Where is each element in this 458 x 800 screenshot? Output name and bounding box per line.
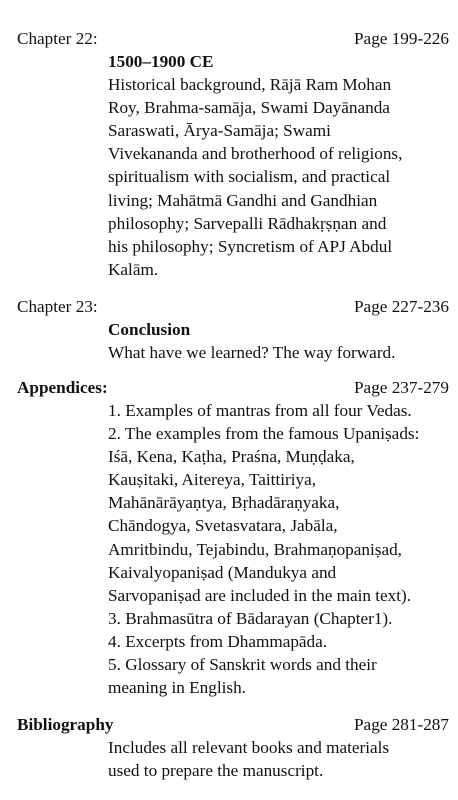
description-line: Saraswati, Ārya-Samāja; Swami [108,121,331,141]
description-line: Vivekananda and brotherhood of religions, [108,144,403,164]
chapter-22-label: Chapter 22: [17,29,98,48]
appendix-line: Kauṣitaki, Aitereya, Taittiriya, [108,470,317,490]
chapter-22-title: 1500–1900 CE [108,52,214,71]
chapter-23-entry [17,295,449,364]
description-line: Includes all relevant books and materials [108,738,390,757]
chapter-23-title: Conclusion [108,320,191,339]
chapter-23-label: Chapter 23: [17,297,98,316]
appendix-line: meaning in English. [108,678,246,698]
chapter-23-page-range: Page 227-236 [354,297,449,316]
appendices-page-range: Page 237-279 [354,378,449,397]
description-line: philosophy; Sarvepalli Rādhakṛṣṇan and [108,213,387,233]
appendices-body [108,399,450,699]
description-line: Roy, Brahma-samāja, Swami Dayānanda [108,98,390,118]
appendix-line: Iśā, Kena, Kaṭha, Praśna, Muṇḍaka, [108,447,355,467]
description-line: his philosophy; Syncretism of APJ Abdul [108,236,393,256]
description-line: spiritualism with socialism, and practical [108,167,391,187]
chapter-22-entry [17,27,449,281]
appendix-line: Kaivalyopaniṣad (Mandukya and [108,562,337,582]
bibliography-header [17,713,449,736]
appendix-line: 4. Excerpts from Dhammapāda. [108,631,328,651]
appendix-line: Amritbindu, Tejabindu, Brahmaṇopaniṣad, [108,539,402,559]
bibliography-page-range: Page 281-287 [354,715,449,734]
appendix-line: 3. Brahmasūtra of Bādarayan (Chapter1). [108,608,393,628]
chapter-22-description [108,73,450,281]
chapter-22-header [17,27,449,50]
description-line: Kalām. [108,259,159,279]
appendices-list [108,399,450,699]
bibliography-body [108,736,450,782]
chapter-23-header [17,295,449,318]
appendix-line: Sarvopaniṣad are included in the main text). [108,585,412,605]
description-line: used to prepare the manuscript. [108,761,324,781]
chapter-23-body [108,318,450,364]
appendix-line: 1. Examples of mantras from all four Vedas. [108,401,412,420]
bibliography-description [108,736,450,782]
description-line: What have we learned? The way forward. [108,343,396,363]
description-line: Historical background, Rājā Ram Mohan [108,75,392,95]
appendices-entry [17,376,449,699]
appendix-line: Mahānārāyaṇtya, Bṛhadāraṇyaka, [108,493,340,513]
chapter-22-body [108,50,450,281]
bibliography-entry [17,713,449,782]
chapter-22-page-range: Page 199-226 [354,29,449,48]
appendices-label: Appendices: [17,378,108,397]
appendix-line: 2. The examples from the famous Upaniṣads: [108,424,420,444]
description-line: living; Mahātmā Gandhi and Gandhian [108,190,378,210]
bibliography-label: Bibliography [17,715,114,734]
appendices-header [17,376,449,399]
appendix-line: Chāndogya, Svetasvatara, Jabāla, [108,516,338,536]
appendix-line: 5. Glossary of Sanskrit words and their [108,655,377,675]
chapter-23-description [108,341,450,364]
